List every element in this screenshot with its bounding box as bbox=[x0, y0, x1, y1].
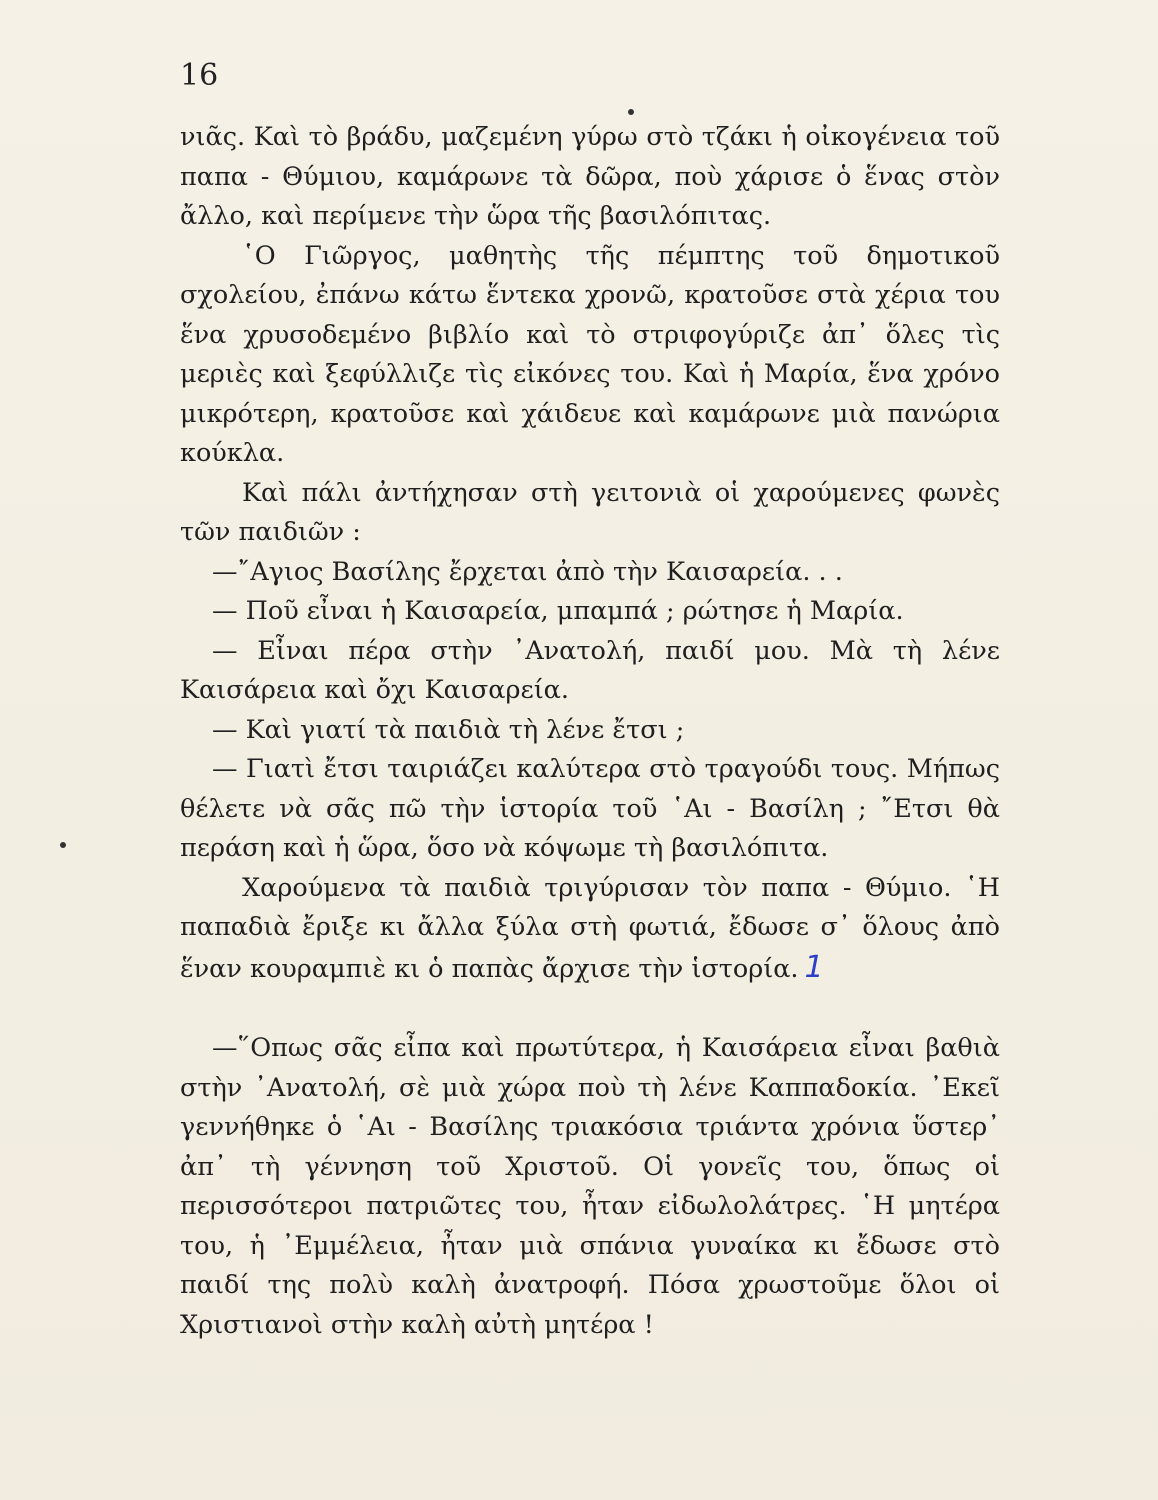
dialogue-line: —῎Αγιος Βασίλης ἔρχεται ἀπὸ τὴν Καισαρεία. . . bbox=[212, 556, 843, 587]
dialogue-line: — Ποῦ εἶναι ἡ Καισαρεία, μπαμπά ; ρώτησε ἡ Μαρία. bbox=[212, 596, 904, 626]
paragraph: ῾Ο Γιῶργος, μαθητὴς τῆς πέμπτης τοῦ δημοτικοῦ σχολείου, ἐπάνω κάτω ἕντεκα χρονῶ, κρατοῦσε στὰ χέρια του ἕνα χρυσοδεμένο βιβλίο καὶ τὸ στριφογύριζε ἀπ᾿ ὅλες τὶς μεριὲς καὶ ξεφύλλιζε τὶς εἰκόνες του. Καὶ ἡ Μαρία, ἕνα χρόνο μικρότερη, κρατοῦσε καὶ χάιδευε καὶ καμάρωνε μιὰ πανώρια κούκλα. bbox=[180, 240, 1000, 468]
page-number: 16 bbox=[180, 58, 219, 93]
paragraph: νιᾶς. Καὶ τὸ βράδυ, μαζεμένη γύρω στὸ τζάκι ἡ οἰκογένεια τοῦ παπα - Θύμιου, καμάρωνε τὰ δῶρα, ποὺ χάρισε ὁ ἕνας στὸν ἄλλο, καὶ περίμενε τὴν ὥρα τῆς βασιλόπιτας. bbox=[180, 122, 1000, 231]
ink-speck bbox=[60, 842, 66, 848]
dialogue-line: — Καὶ γιατί τὰ παιδιὰ τὴ λένε ἔτσι ; bbox=[212, 714, 685, 745]
paragraph-text: Χαρούμενα τὰ παιδιὰ τριγύρισαν τὸν παπα - Θύμιο. ῾Η παπαδιὰ ἔριξε κι ἄλλα ξύλα στὴ φωτιά, ἔδωσε σ᾿ ὅλους ἀπὸ ἕναν κουραμπιὲ κι ὁ παπὰς ἄρχισε τὴν ἱστορία. bbox=[180, 872, 1000, 984]
body-text bbox=[180, 118, 1000, 1345]
paragraph-with-mark bbox=[180, 869, 1000, 990]
paragraph: Καὶ πάλι ἀντήχησαν στὴ γειτονιὰ οἱ χαρούμενες φωνὲς τῶν παιδιῶν : bbox=[180, 477, 1000, 547]
dialogue-line: —῞Οπως σᾶς εἶπα καὶ πρωτύτερα, ἡ Καισάρεια εἶναι βαθιὰ στὴν ᾿Ανατολή, σὲ μιὰ χώρα ποὺ τὴ λένε Καππαδοκία. ᾿Εκεῖ γεννήθηκε ὁ ῾Αι - Βασίλης τριακόσια τριάντα χρόνια ὕστερ᾿ ἀπ᾿ τὴ γέννηση τοῦ Χριστοῦ. Οἱ γονεῖς του, ὅπως οἱ περισσότεροι πατριῶτες του, ἦταν εἰδωλολάτρες. ῾Η μητέρα του, ἡ ᾿Εμμέλεια, ἦταν μιὰ σπάνια γυναίκα κι ἔδωσε στὸ παιδί της πολὺ καλὴ ἀνατροφή. Πόσα χρωστοῦμε ὅλοι οἱ Χριστιανοὶ στὴν καλὴ αὐτὴ μητέρα ! bbox=[180, 1033, 1000, 1340]
handwritten-mark: 1 bbox=[804, 949, 824, 985]
ink-speck bbox=[628, 109, 634, 115]
dialogue-line: — Γιατὶ ἔτσι ταιριάζει καλύτερα στὸ τραγούδι τους. Μήπως θέλετε νὰ σᾶς πῶ τὴν ἱστορία τοῦ ῾Αι - Βασίλη ; ῎Ετσι θὰ περάση καὶ ἡ ὥρα, ὅσο νὰ κόψωμε τὴ βασιλόπιτα. bbox=[180, 754, 1000, 863]
dialogue-line: — Εἶναι πέρα στὴν ᾿Ανατολή, παιδί μου. Μὰ τὴ λένε Καισάρεια καὶ ὄχι Καισαρεία. bbox=[180, 635, 1000, 705]
